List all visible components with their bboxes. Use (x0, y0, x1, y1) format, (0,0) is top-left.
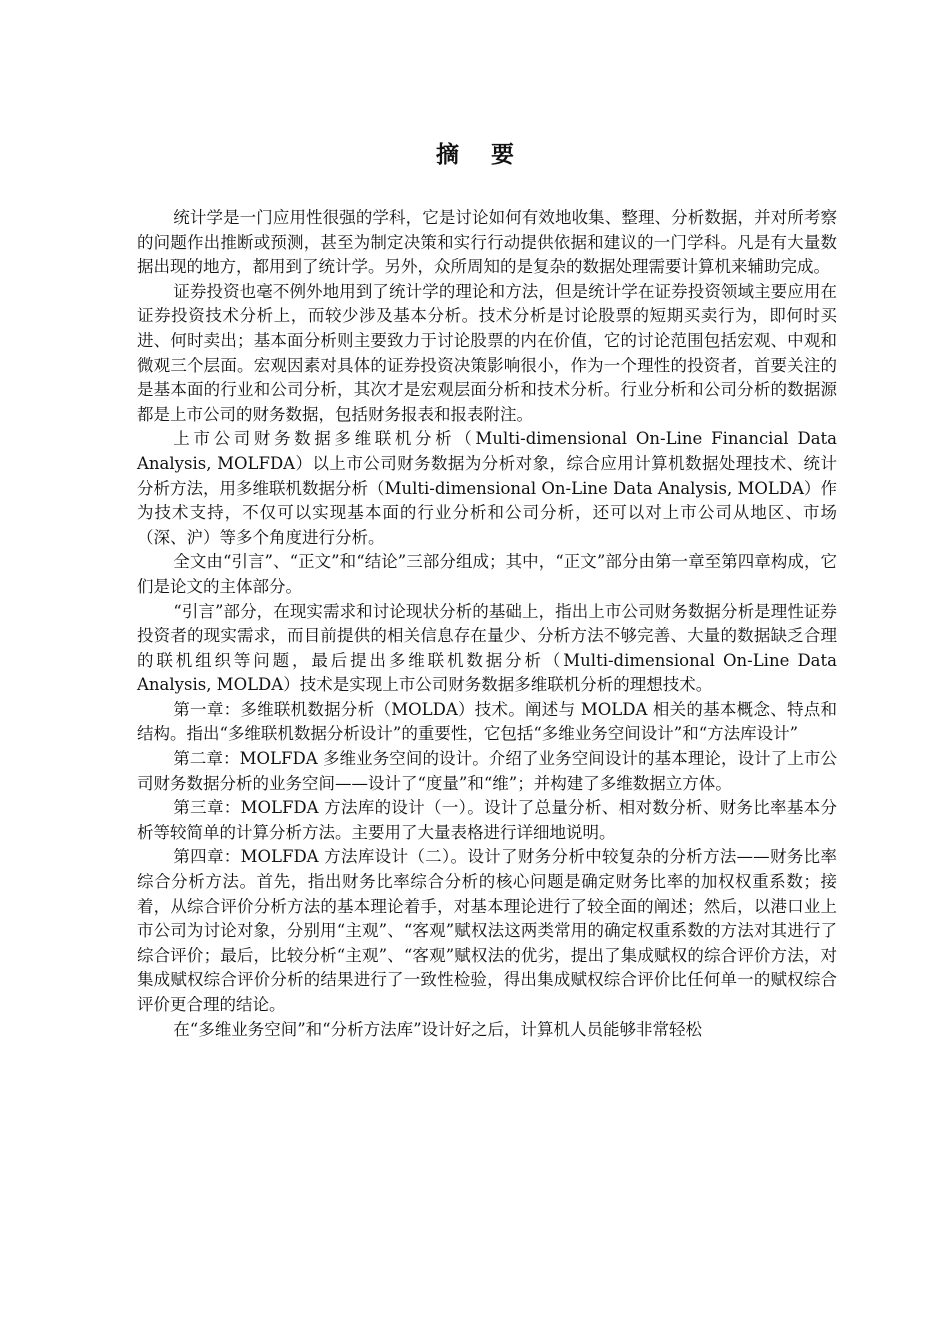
paragraph-chapter-4: 第四章：MOLFDA 方法库设计（二）。设计了财务分析中较复杂的分析方法——财务比率综合分析方法。首先，指出财务比率综合分析的核心问题是确定财务比率的加权权重系数；接着，从综合评价分析方法的基本理论着手，对基本理论进行了较全面的阐述；然后，以港口业上市公司为讨论对象，分别用“主观”、“客观”赋权法这两类常用的确定权重系数的方法对其进行了综合评价；最后，比较分析“主观”、“客观”赋权法的优劣，提出了集成赋权的综合评价方法，对集成赋权综合评价分析的结果进行了一致性检验，得出集成赋权综合评价比任何单一的赋权综合评价更合理的结论。 (137, 847, 837, 1014)
paragraph-introduction: “引言”部分，在现实需求和讨论现状分析的基础上，指出上市公司财务数据分析是理性证券投资者的现实需求，而目前提供的相关信息存在量少、分析方法不够完善、大量的数据缺乏合理的联机组织等问题，最后提出多维联机数据分析（Multi-dimensional On-Line Data Analysis, MOLDA）技术是实现上市公司财务数据多维联机分析的理想技术。 (137, 601, 837, 695)
paragraph-conclusion-start: 在“多维业务空间”和“分析方法库”设计好之后，计算机人员能够非常轻松 (173, 1019, 703, 1039)
paragraph-securities-investment: 证券投资也毫不例外地用到了统计学的理论和方法，但是统计学在证券投资领域主要应用在证券投资技术分析上，而较少涉及基本分析。技术分析是讨论股票的短期买卖行为，即何时买进、何时卖出；基本面分析则主要致力于讨论股票的内在价值，它的讨论范围包括宏观、中观和微观三个层面。宏观因素对具体的证券投资决策影响很小，作为一个理性的投资者，首要关注的是基本面的行业和公司分析，其次才是宏观层面分析和技术分析。行业分析和公司分析的数据源都是上市公司的财务数据，包括财务报表和报表附注。 (137, 281, 837, 424)
paragraph-molfda-definition: 上市公司财务数据多维联机分析（Multi-dimensional On-Line Financial Data Analysis, MOLFDA）以上市公司财务数据为分析对象，综合应用计算机数据处理技术、统计分析方法，用多维联机数据分析（Multi-dimensional On-Line Data Analysis, MOLDA）作为技术支持，不仅可以实现基本面的行业分析和公司分析，还可以对上市公司从地区、市场（深、沪）等多个角度进行分析。 (137, 429, 837, 547)
paragraph-chapter-2: 第二章：MOLFDA 多维业务空间的设计。介绍了业务空间设计的基本理论，设计了上市公司财务数据分析的业务空间——设计了“度量”和“维”；并构建了多维数据立方体。 (137, 749, 837, 793)
paragraph-structure: 全文由“引言”、“正文”和“结论”三部分组成；其中，“正文”部分由第一章至第四章构成，它们是论文的主体部分。 (137, 552, 837, 596)
abstract-body (137, 206, 837, 1042)
abstract-title: 摘 要 (435, 141, 526, 168)
paragraph-chapter-1: 第一章：多维联机数据分析（MOLDA）技术。阐述与 MOLDA 相关的基本概念、特点和结构。指出“多维联机数据分析设计”的重要性，它包括“多维业务空间设计”和“方法库设计” (137, 699, 837, 744)
paragraph-statistics-intro: 统计学是一门应用性很强的学科，它是讨论如何有效地收集、整理、分析数据，并对所考察的问题作出推断或预测，甚至为制定决策和实行行动提供依据和建议的一门学科。凡是有大量数据出现的地方，都用到了统计学。另外，众所周知的是复杂的数据处理需要计算机来辅助完成。 (137, 208, 837, 277)
paragraph-chapter-3: 第三章：MOLFDA 方法库的设计（一）。设计了总量分析、相对数分析、财务比率基本分析等较简单的计算分析方法。主要用了大量表格进行详细地说明。 (137, 798, 837, 842)
